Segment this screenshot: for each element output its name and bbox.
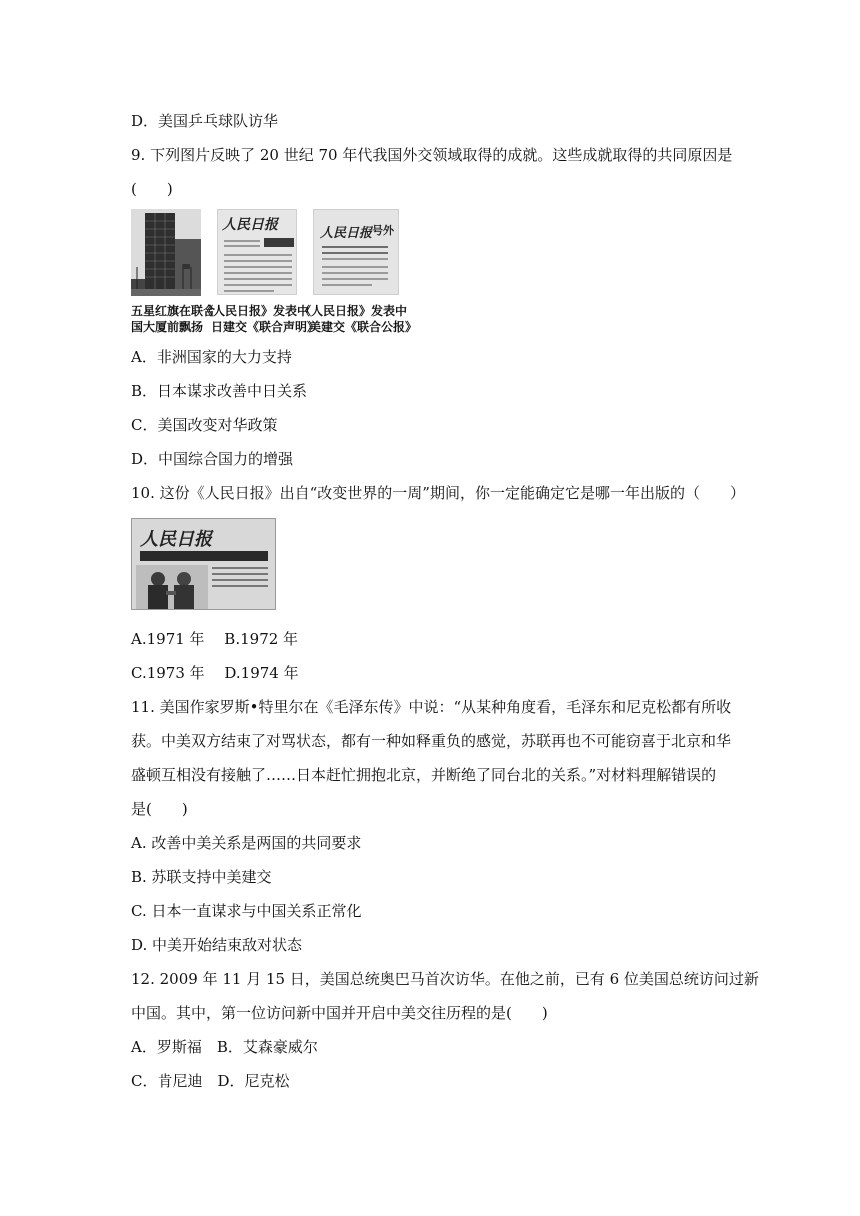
q12-options-row2: C．肯尼迪 D．尼克松 <box>131 1072 290 1090</box>
q11-option-c: C. 日本一直谋求与中国关系正常化 <box>131 902 362 920</box>
q11-option-b: B. 苏联支持中美建交 <box>131 868 272 886</box>
q9-photo3-caption-line2: 美建交《联合公报》 <box>309 320 418 334</box>
q11-stem-line2: 获。中美双方结束了对骂状态，都有一种如释重负的感觉，苏联再也不可能窃喜于北京和华 <box>131 732 732 750</box>
q9-photo-un-building <box>131 209 201 296</box>
q9-photo2-caption-line1: 《人民日报》发表中 <box>201 304 310 318</box>
q11-option-a: A. 改善中美关系是两国的共同要求 <box>131 834 362 852</box>
q9-photo1-caption-line1: 五星红旗在联合 <box>131 304 216 318</box>
q9-photo3-caption-line1: 《人民日报》发表中 <box>299 304 408 318</box>
q10-options-row2: C.1973 年 D.1974 年 <box>131 664 299 682</box>
mao-nixon-photo <box>136 565 208 609</box>
q11-option-d: D. 中美开始结束敌对状态 <box>131 936 303 954</box>
q9-photo2-caption-line2: 日建交《联合声明》 <box>211 320 320 334</box>
q8-option-d: D．美国乒乓球队访华 <box>131 112 279 130</box>
q10-photo-newspaper-mao-nixon <box>131 518 276 610</box>
q11-stem-line4: 是( ) <box>131 800 188 818</box>
q9-stem-line2: ( ) <box>131 180 173 198</box>
newspaper-headline <box>264 238 294 247</box>
q12-options-row1: A．罗斯福 B．艾森豪威尔 <box>131 1038 318 1056</box>
q9-option-a: A．非洲国家的大力支持 <box>131 348 292 366</box>
q9-photo1-caption-line2: 国大厦前飘扬 <box>131 320 204 334</box>
q9-photo-newspaper-china-japan <box>217 209 297 295</box>
newspaper-extra-stamp: 号外 <box>372 224 394 237</box>
q11-stem-line3: 盛顿互相没有接触了……日本赶忙拥抱北京，并断绝了同台北的关系。”对材料理解错误的 <box>131 766 717 784</box>
q11-stem-line1: 11. 美国作家罗斯•特里尔在《毛泽东传》中说：“从某种角度看，毛泽东和尼克松都有所收 <box>131 698 732 716</box>
newspaper-masthead: 人民日报 <box>140 529 212 550</box>
q9-option-c: C．美国改变对华政策 <box>131 416 278 434</box>
q9-option-d: D．中国综合国力的增强 <box>131 450 294 468</box>
q9-stem-line1: 9. 下列图片反映了 20 世纪 70 年代我国外交领域取得的成就。这些成就取得的共同原因是 <box>131 146 733 164</box>
q9-option-b: B．日本谋求改善中日关系 <box>131 382 308 400</box>
q10-stem: 10. 这份《人民日报》出自“改变世界的一周”期间，你一定能确定它是哪一年出版的（ ） <box>131 484 745 502</box>
q9-photo-newspaper-china-us <box>313 209 399 295</box>
q12-stem-line2: 中国。其中，第一位访问新中国并开启中美交往历程的是( ) <box>131 1004 548 1022</box>
q10-options-row1: A.1971 年 B.1972 年 <box>131 630 299 648</box>
newspaper-headline <box>140 551 268 561</box>
newspaper-masthead: 人民日报 <box>222 217 278 233</box>
q12-stem-line1: 12. 2009 年 11 月 15 日，美国总统奥巴马首次访华。在他之前，已有 6 位美国总统访问过新 <box>131 970 759 988</box>
newspaper-masthead: 人民日报 <box>320 226 373 241</box>
